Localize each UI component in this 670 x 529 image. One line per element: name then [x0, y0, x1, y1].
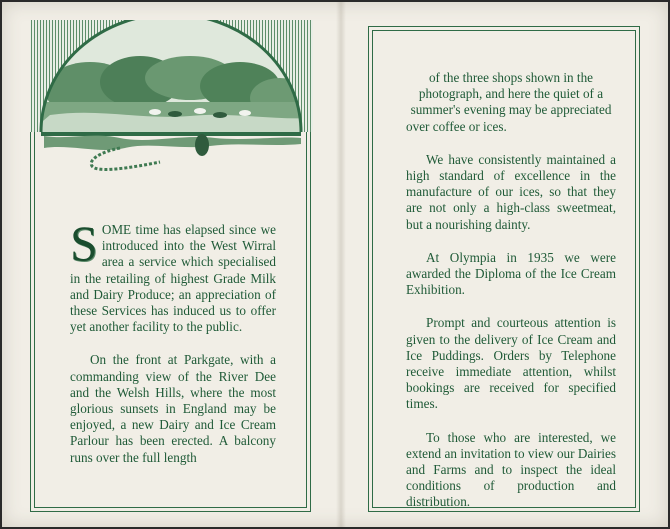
right-page-text — [406, 70, 616, 528]
photograph-paragraph: of the three shops shown in the photograph, and here the quiet of a summer's evening may be appreciated over coffee or ices. — [406, 70, 612, 134]
intro-paragraph-text: OME time has elapsed since we introduced into the West Wirral area a service which specialised in the retailing of highest Grade Milk and Dairy Produce; an appreciation of these Services has induced us to offer yet another facility to the public. — [70, 222, 276, 335]
drop-cap-letter: S — [70, 215, 98, 271]
invitation-paragraph: To those who are interested, we extend an invitation to view our Dairies and Farms and to inspect the ideal conditions of production and distribution. — [406, 429, 616, 510]
parkgate-paragraph: On the front at Parkgate, with a commanding view of the River Dee and the Welsh Hills, where the most glorious sunsets in England may be enjoyed, a new Dairy and Ice Cream Parlour has been erected. A balcony runs over the full length — [70, 352, 276, 465]
delivery-paragraph: Prompt and courteous attention is given to the delivery of Ice Cream and Ice Puddings. Orders by Telephone receive immediate attention, whilst bookings are received for specified times. — [406, 315, 616, 412]
pastoral-scene-vignette — [30, 20, 313, 180]
quality-paragraph: We have consistently maintained a high standard of excellence in the manufacture of our ices, so that they are not only a high-class sweetmeat, but a nourishing dainty. — [406, 151, 616, 232]
olympia-paragraph: At Olympia in 1935 we were awarded the Diploma of the Ice Cream Exhibition. — [406, 249, 616, 298]
left-page — [2, 2, 338, 527]
brochure-spread — [2, 2, 668, 527]
left-page-text — [70, 215, 276, 483]
intro-paragraph — [70, 215, 276, 335]
